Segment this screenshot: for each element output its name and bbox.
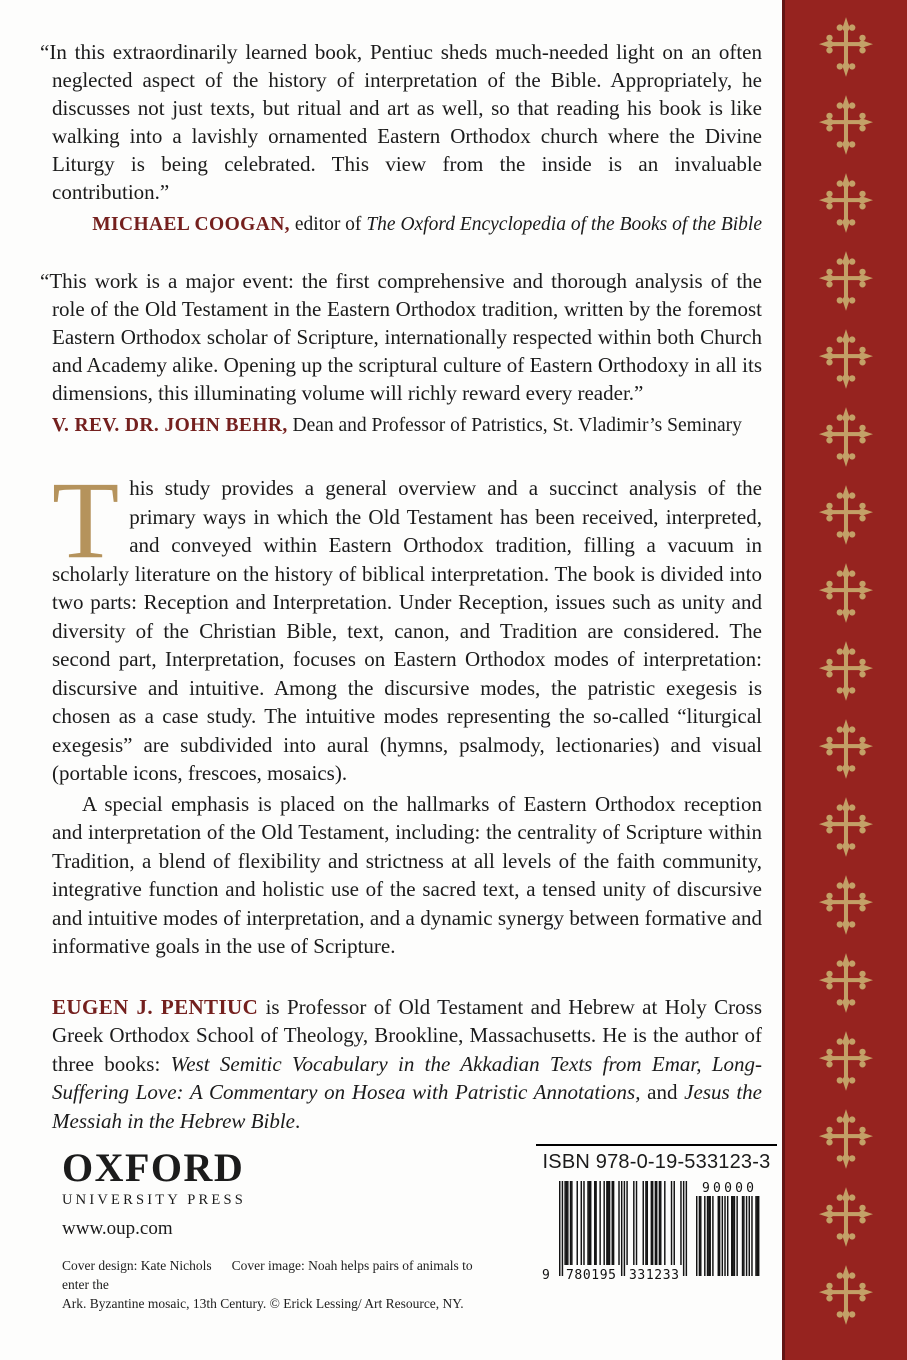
budded-cross-icon — [818, 796, 874, 858]
reviewer-2-name: V. REV. DR. JOHN BEHR, — [52, 415, 288, 436]
description-paragraph-1-text: his study provides a general overview and a succinct analysis of the primary ways in which the Old Testament has been received, interpreted, and conveyed within Eastern Orthodox tradition, filling a vacuum in scholarly literature on the history of biblical interpretation. The book is divided into two parts: Reception and Interpretation. Under Reception, issues such as unity and diversity of the Christian Bible, text, canon, and Tradition are considered. The second part, Interpretation, focuses on Eastern Orthodox modes of interpretation: discursive and intuitive. Among the discursive modes, the patristic exegesis is chosen as a case study. The intuitive modes representing the so-called “liturgical exegesis” are subdivided into aural (hymns, psalmody, lectionaries) and visual (portable icons, frescoes, mosaics). — [52, 476, 762, 785]
author-bio-text-1: is Professor of Old Testament and Hebrew at Holy Cross Greek Orthodox School of Theology, Brookline, Massachusetts. He is the author of three books: — [52, 994, 763, 1076]
budded-cross-icon — [818, 718, 874, 780]
review-quote-2: “This work is a major event: the first comprehensive and thorough analysis of the role of the Old Testament in the Eastern Orthodox tradition, written by the foremost Eastern Orthodox scholar of Scripture, internationally respected within both Church and Academy alike. Opening up the scriptural culture of Eastern Orthodoxy in all its dimensions, this illuminating volume will richly reward every reader.” — [40, 269, 762, 405]
review-quote-1: “In this extraordinarily learned book, Pentiuc sheds much-needed light on an often neglected aspect of the history of interpretation of the Bible. Appropriately, he discusses not just texts, but ritual and art as well, so that reading his book is like walking into a lavishly ornamented Eastern Orthodox church where the Divine Liturgy is being celebrated. This view from the inside is an invaluable contribution.” — [40, 40, 762, 204]
budded-cross-icon — [818, 172, 874, 234]
ean13-barcode — [536, 1181, 777, 1283]
author-bio-text-2: and — [640, 1080, 685, 1104]
description-paragraph-2: A special emphasis is placed on the hallmarks of Eastern Orthodox reception and interpretation of the Old Testament, including: the centrality of Scripture within Tradition, a blend of flexibility and strictness at all levels of the faith community, integrative function and holistic use of the sacred text, a tensed unity of discursive and intuitive modes of interpretation, and a dynamic synergy between formative and informative goals in the use of Scripture. — [52, 791, 762, 958]
barcode-right-digits: 331233 — [629, 1268, 679, 1283]
budded-cross-icon — [818, 1030, 874, 1092]
review-quote-1-attribution — [52, 213, 762, 237]
budded-cross-icon — [818, 640, 874, 702]
publisher-name: OXFORD — [62, 1145, 245, 1190]
review-quote-2-attribution — [52, 414, 762, 438]
author-bio-text-3: . — [295, 1108, 301, 1133]
author-name: EUGEN J. PENTIUC — [52, 994, 259, 1019]
budded-cross-icon — [818, 874, 874, 936]
cover-image-credit-start: Cover image: Noah helps pairs of animals to enter the — [62, 1258, 473, 1292]
author-book-title-1: West Semitic Vocabulary in the Akkadian Texts from Emar, Long-Suffering Love: A Commentary on Hosea with Patristic Annotations, — [52, 1051, 762, 1104]
ornament-strip — [782, 0, 907, 1360]
reviewer-2-role: Dean and Professor of Patristics, St. Vladimir’s Seminary — [287, 415, 742, 436]
publisher-logo — [62, 1145, 247, 1209]
budded-cross-icon — [818, 1186, 874, 1248]
budded-cross-icon — [818, 952, 874, 1014]
author-book-title-2: Jesus the Messiah in the Hebrew Bible — [52, 1080, 763, 1133]
reviewer-1-role: editor of — [289, 214, 367, 235]
budded-cross-icon — [818, 1108, 874, 1170]
addon-barcode-bars — [696, 1196, 759, 1276]
budded-cross-icon — [818, 1264, 874, 1326]
cover-credits — [62, 1256, 492, 1313]
publisher-subtitle: UNIVERSITY PRESS — [62, 1192, 247, 1208]
cover-credits-line-2: Ark. Byzantine mosaic, 13th Century. © Erick Lessing/ Art Resource, NY. — [62, 1296, 464, 1311]
budded-cross-icon — [818, 562, 874, 624]
budded-cross-icon — [818, 250, 874, 312]
budded-cross-icon — [818, 16, 874, 78]
reviewer-1-work-title: The Oxford Encyclopedia of the Books of the Bible — [366, 214, 762, 235]
addon-barcode-digits: 90000 — [702, 1181, 754, 1196]
budded-cross-icon — [818, 484, 874, 546]
budded-cross-icon — [818, 94, 874, 156]
author-bio — [52, 993, 762, 1136]
budded-cross-icon — [818, 406, 874, 468]
publisher-website: www.oup.com — [62, 1218, 173, 1239]
isbn-section — [536, 1144, 777, 1283]
budded-cross-icon — [818, 328, 874, 390]
drop-cap: T — [52, 459, 120, 581]
description-paragraph-1 — [52, 459, 762, 788]
book-description — [52, 459, 762, 961]
cover-design-credit: Cover design: Kate Nichols — [62, 1258, 212, 1273]
barcode-prefix-digit: 9 — [542, 1268, 550, 1283]
barcode-left-digits: 780195 — [566, 1268, 616, 1283]
isbn-label: ISBN 978-0-19-533123-3 — [542, 1151, 771, 1173]
cover-credits-line-1 — [62, 1256, 492, 1294]
reviewer-1-name: MICHAEL COOGAN, — [92, 214, 290, 235]
barcode-bars — [559, 1181, 687, 1276]
